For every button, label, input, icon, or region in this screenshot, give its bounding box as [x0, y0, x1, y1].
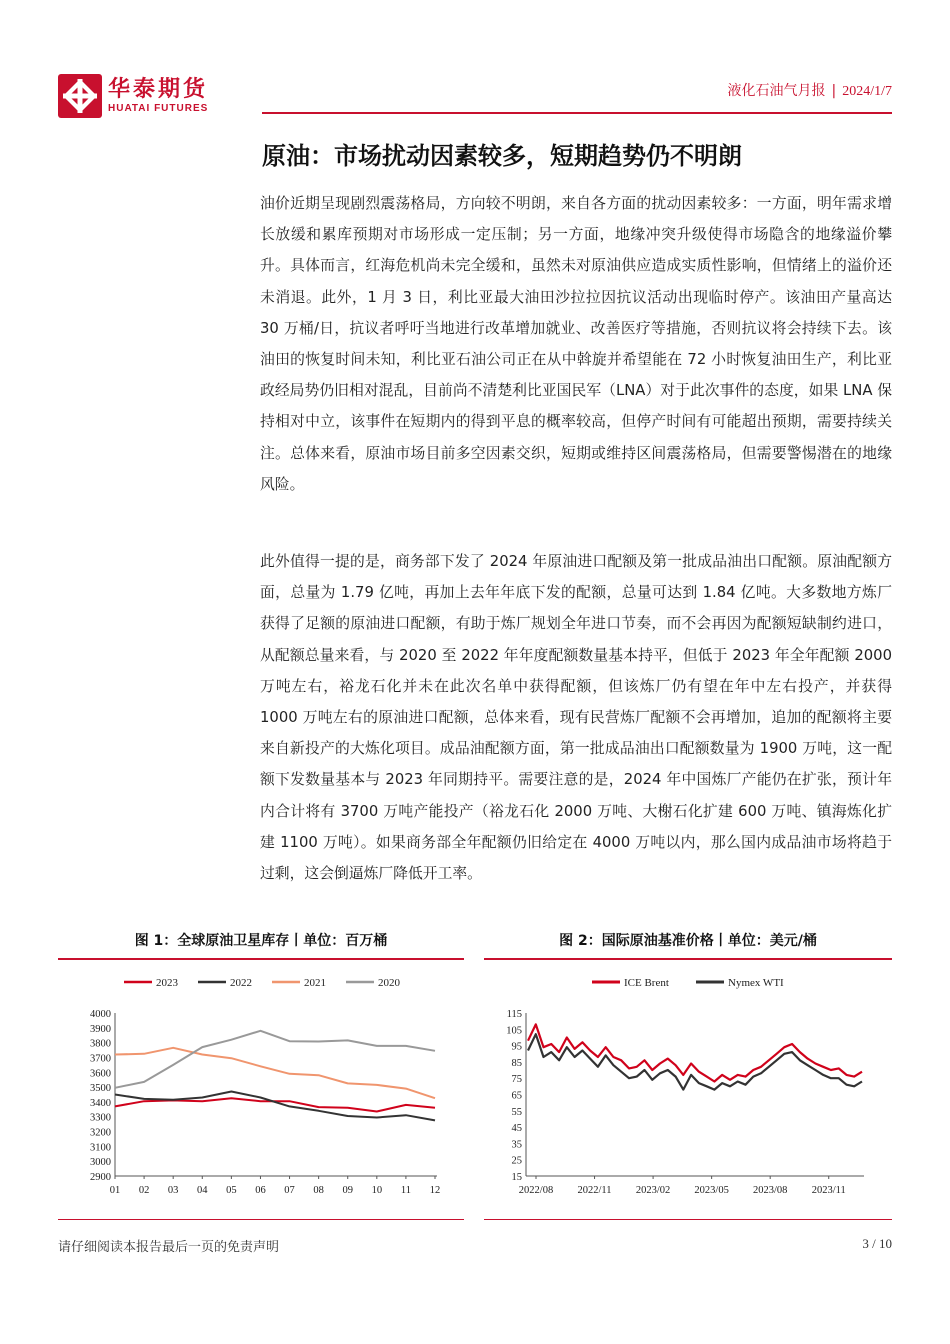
y-tick-label-2: 3100: [90, 1142, 111, 1154]
x-tick-label-2: 03: [167, 1185, 179, 1196]
company-logo: [58, 74, 208, 118]
y-tick-label-6: 75: [511, 1074, 522, 1086]
oil-benchmark-price-chart: [484, 962, 892, 1214]
legend-label-2: 2021: [304, 977, 326, 989]
y-tick-label-4: 3300: [90, 1112, 111, 1124]
x-tick-label-5: 06: [255, 1185, 266, 1196]
y-tick-label-7: 3600: [90, 1068, 111, 1080]
figure-2-title: 图 2：国际原油基准价格丨单位：美元/桶: [559, 933, 817, 949]
satellite-inventory-chart: [58, 962, 464, 1214]
x-tick-label-1: 2022/11: [577, 1185, 612, 1196]
x-tick-label-3: 2023/05: [694, 1185, 729, 1196]
paragraph-2: 此外值得一提的是，商务部下发了 2024 年原油进口配额及第一批成品油出口配额。原油配额方面，总量为 1.79 亿吨，再加上去年年底下发的配额，总量可达到 1.84 亿吨。大多数地方炼厂获得了足额的原油进口配额，有助于炼厂规划全年进口节奏，而不会再因为配额短缺制约进口，从配额总量来看，与 2020 至 2022 年年度配额数量基本持平，但低于 2023 年全年配额 2000 万吨左右，裕龙石化并未在此次名单中获得配额，但该炼厂仍有望在年中左右投产，并获得 1000 万吨左右的原油进口配额，总体来看，现有民营炼厂配额不会再增加，追加的配额将主要来自新投产的大炼化项目。成品油配额方面，第一批成品油出口配额数量为 1900 万吨，这一配额下发数量基本与 2023 年同期持平。需要注意的是，2024 年中国炼厂产能仍在扩张，预计年内合计将有 3700 万吨产能投产（裕龙石化 2000 万吨、大榭石化扩建 600 万吨、镇海炼化扩建 1100 万吨）。如果商务部全年配额仍旧给定在 4000 万吨以内，那么国内成品油市场将趋于过剩，这会倒逼炼厂降低开工率。: [260, 553, 892, 883]
report-date: 2024/1/7: [842, 84, 892, 99]
y-tick-label-0: 15: [511, 1172, 522, 1183]
page-number: 3 / 10: [862, 1236, 892, 1251]
y-tick-label-4: 55: [511, 1106, 522, 1118]
y-tick-label-1: 3000: [90, 1157, 111, 1169]
legend-label-0: 2023: [156, 977, 178, 989]
x-tick-label-0: 2022/08: [518, 1185, 554, 1196]
legend-label-1: 2022: [230, 977, 252, 989]
section-title: 原油：市场扰动因素较多，短期趋势仍不明朗: [262, 142, 742, 170]
y-tick-label-6: 3500: [90, 1083, 111, 1095]
legend-label-0: ICE Brent: [624, 977, 669, 989]
figure-1-bottom-rule: [58, 1219, 464, 1220]
y-tick-label-2: 35: [511, 1139, 522, 1151]
disclaimer-note: 请仔细阅读本报告最后一页的免责声明: [58, 1240, 280, 1255]
y-tick-label-0: 2900: [90, 1172, 111, 1183]
y-tick-label-9: 105: [506, 1025, 522, 1037]
header-divider: [262, 112, 892, 114]
x-tick-label-1: 02: [138, 1185, 150, 1196]
logo-chinese-name: 华泰期货: [108, 77, 209, 102]
header-separator: |: [831, 83, 837, 99]
x-tick-label-7: 08: [313, 1185, 324, 1196]
figure-1-title: 图 1：全球原油卫星库存丨单位：百万桶: [134, 933, 388, 949]
y-tick-label-3: 45: [511, 1123, 522, 1135]
y-tick-label-8: 95: [511, 1041, 522, 1053]
x-tick-label-3: 04: [197, 1185, 208, 1196]
y-tick-label-9: 3800: [90, 1038, 111, 1050]
y-tick-label-10: 115: [506, 1009, 522, 1020]
figure-2-top-rule: [484, 958, 892, 960]
report-header: [728, 80, 893, 100]
x-tick-label-8: 09: [342, 1185, 353, 1196]
x-tick-label-4: 05: [226, 1185, 237, 1196]
y-tick-label-3: 3200: [90, 1127, 111, 1139]
x-tick-label-6: 07: [284, 1185, 295, 1196]
huatai-logo-icon: [58, 74, 102, 118]
figure-1-top-rule: [58, 958, 464, 960]
x-tick-label-10: 11: [400, 1185, 411, 1196]
paragraph-1: 油价近期呈现剧烈震荡格局，方向较不明朗，来自各方面的扰动因素较多：一方面，明年需求增长放缓和累库预期对市场形成一定压制；另一方面，地缘冲突升级使得市场隐含的地缘溢价攀升。具体而言，红海危机尚未完全缓和，虽然未对原油供应造成实质性影响，但情绪上的溢价还未消退。此外，1 月 3 日，利比亚最大油田沙拉拉因抗议活动出现临时停产。该油田产量高达 30 万桶/日，抗议者呼吁当地进行改革增加就业、改善医疗等措施，否则抗议将会持续下去。该油田的恢复时间未知，利比亚石油公司正在从中斡旋并希望能在 72 小时恢复油田生产，利比亚政经局势仍旧相对混乱，目前尚不清楚利比亚国民军（LNA）对于此次事件的态度，如果 LNA 保持相对中立，该事件在短期内的得到平息的概率较高，但停产时间有可能超出预期，需要持续关注。总体来看，原油市场目前多空因素交织，短期或维持区间震荡格局，但需要警惕潜在的地缘风险。: [260, 195, 892, 493]
figure-2-bottom-rule: [484, 1219, 892, 1220]
y-tick-label-5: 3400: [90, 1097, 111, 1109]
x-tick-label-11: 12: [429, 1185, 441, 1196]
series-line-2021: [115, 1048, 435, 1098]
x-tick-label-9: 10: [371, 1185, 383, 1196]
legend-label-3: 2020: [378, 977, 400, 989]
logo-english-name: HUATAI FUTURES: [108, 103, 209, 114]
y-tick-label-11: 4000: [90, 1009, 111, 1020]
x-tick-label-2: 2023/02: [635, 1185, 671, 1196]
series-line-2022: [115, 1092, 435, 1121]
report-name: 液化石油气月报: [727, 83, 826, 99]
y-tick-label-5: 65: [511, 1090, 522, 1102]
x-tick-label-0: 01: [109, 1185, 121, 1196]
y-tick-label-10: 3900: [90, 1023, 111, 1035]
y-tick-label-1: 25: [511, 1155, 522, 1167]
x-tick-label-5: 2023/11: [811, 1185, 846, 1196]
y-tick-label-7: 85: [511, 1057, 522, 1069]
series-line-2020: [115, 1031, 435, 1088]
y-tick-label-8: 3700: [90, 1053, 111, 1065]
legend-label-1: Nymex WTI: [728, 977, 784, 989]
x-tick-label-4: 2023/08: [752, 1185, 788, 1196]
